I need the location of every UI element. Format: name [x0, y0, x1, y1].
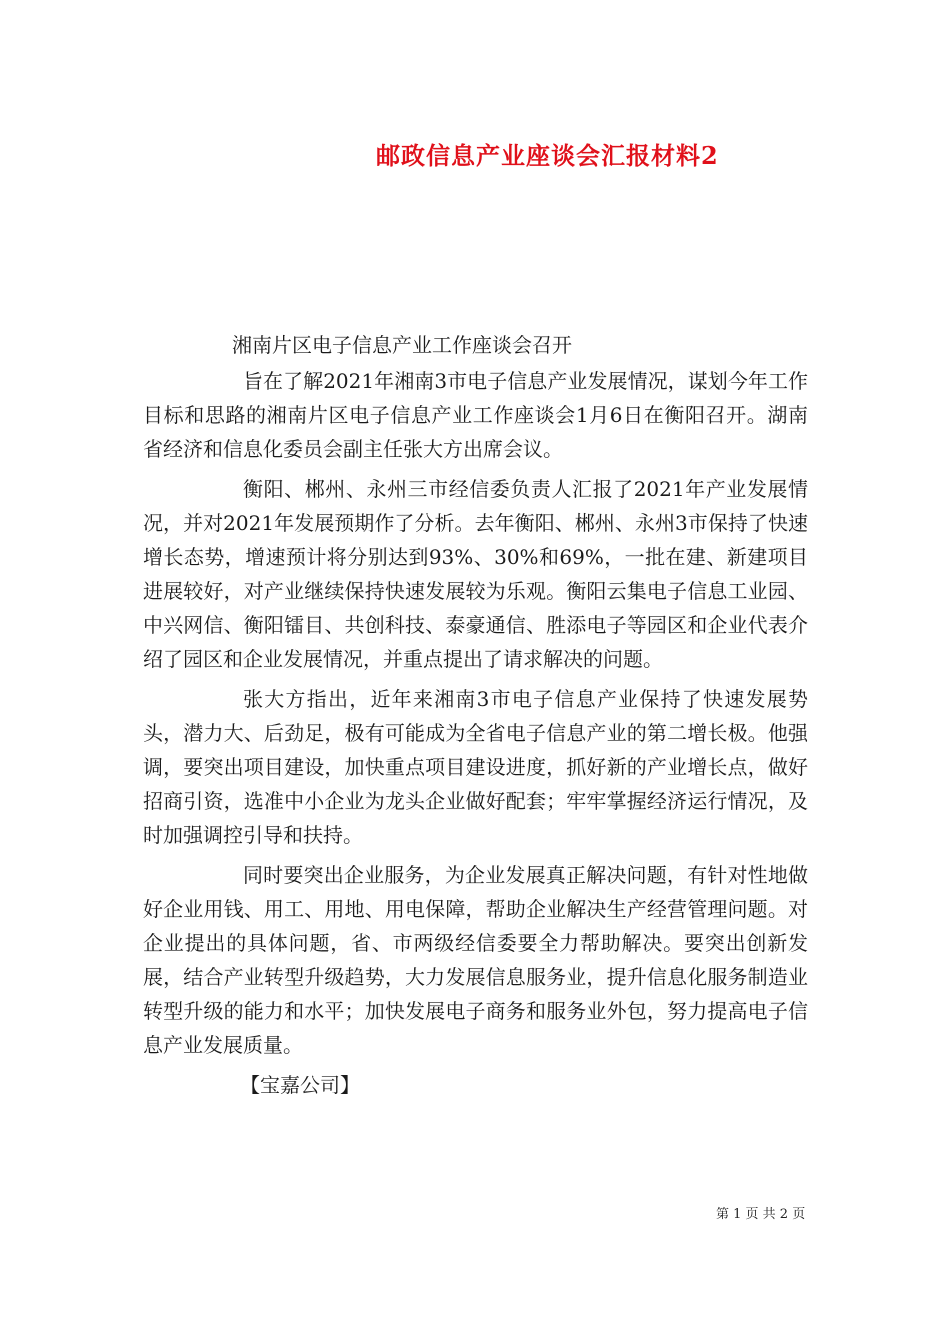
article-subtitle: 湘南片区电子信息产业工作座谈会召开	[232, 333, 572, 357]
article-body	[143, 364, 808, 1108]
document-title: 邮政信息产业座谈会汇报材料2	[376, 141, 719, 170]
paragraph: 张大方指出，近年来湘南3市电子信息产业保持了快速发展势头，潜力大、后劲足，极有可能成为全省电子信息产业的第二增长极。他强调，要突出项目建设，加快重点项目建设进度，抓好新的产业增长点，做好招商引资，选准中小企业为龙头企业做好配套；牢牢掌握经济运行情况，及时加强调控引导和扶持。	[143, 687, 808, 847]
paragraph: 旨在了解2021年湘南3市电子信息产业发展情况，谋划今年工作目标和思路的湘南片区电子信息产业工作座谈会1月6日在衡阳召开。湖南省经济和信息化委员会副主任张大方出席会议。	[143, 369, 808, 461]
paragraph: 同时要突出企业服务，为企业发展真正解决问题，有针对性地做好企业用钱、用工、用地、用电保障，帮助企业解决生产经营管理问题。对企业提出的具体问题，省、市两级经信委要全力帮助解决。要突出创新发展，结合产业转型升级趋势，大力发展信息服务业，提升信息化服务制造业转型升级的能力和水平；加快发展电子商务和服务业外包，努力提高电子信息产业发展质量。	[143, 863, 808, 1057]
page-footer: 第 1 页 共 2 页	[716, 1207, 806, 1222]
company-signature: 【宝嘉公司】	[240, 1073, 360, 1097]
paragraph: 衡阳、郴州、永州三市经信委负责人汇报了2021年产业发展情况，并对2021年发展预期作了分析。去年衡阳、郴州、永州3市保持了快速增长态势，增速预计将分别达到93%、30%和69%，一批在建、新建项目进展较好，对产业继续保持快速发展较为乐观。衡阳云集电子信息工业园、中兴网信、衡阳镭目、共创科技、泰豪通信、胜添电子等园区和企业代表介绍了园区和企业发展情况，并重点提出了请求解决的问题。	[143, 477, 808, 671]
